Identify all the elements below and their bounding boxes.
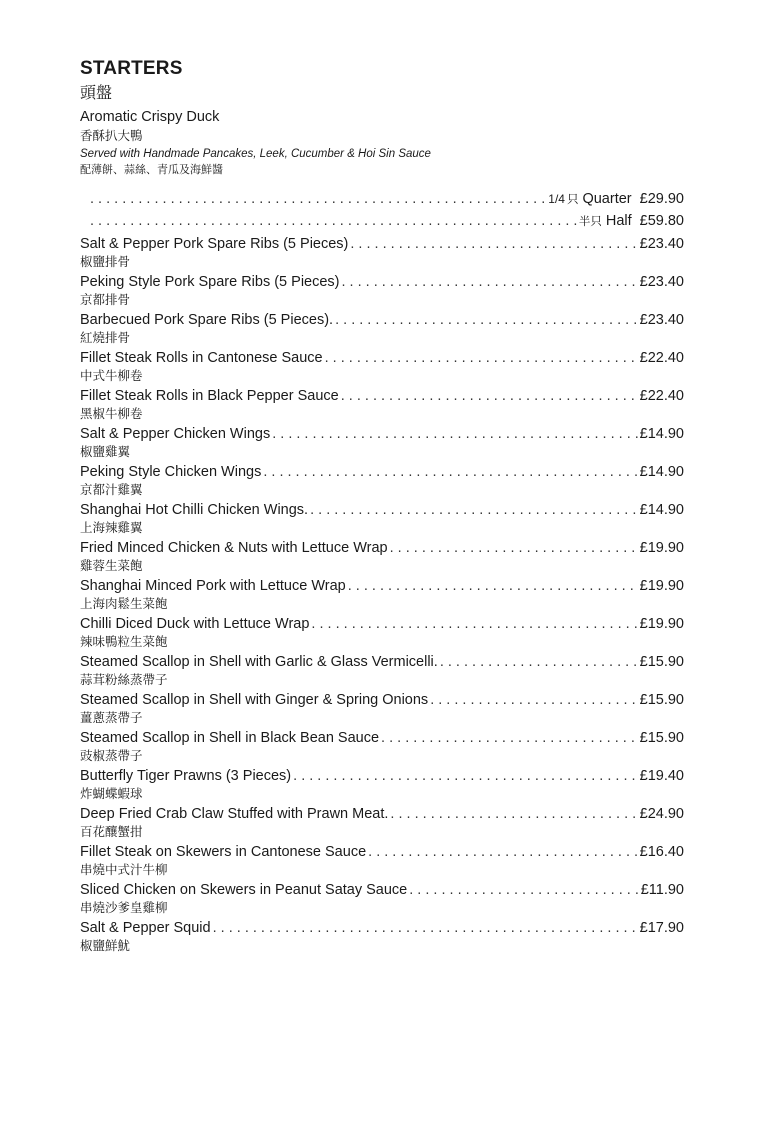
leader-dots <box>350 234 637 254</box>
item-price: £22.40 <box>639 388 684 404</box>
item-name: Barbecued Pork Spare Ribs (5 Pieces). <box>80 312 334 328</box>
portion-label: Half <box>605 213 632 229</box>
leader-dots <box>311 614 637 634</box>
item-name-cn: 中式牛柳卷 <box>80 368 143 383</box>
item-name-cn: 黑椒牛柳卷 <box>80 406 143 421</box>
portion-cn: 只 <box>566 192 579 206</box>
duck-portions <box>80 188 684 232</box>
item-name: Steamed Scallop in Shell with Garlic & Glass Vermicelli. <box>80 654 438 670</box>
item-price: £19.40 <box>639 768 684 784</box>
duck-portion-half <box>88 210 684 232</box>
menu-item <box>80 272 684 308</box>
item-price: £17.90 <box>639 920 684 936</box>
item-price: £14.90 <box>639 426 684 442</box>
item-name: Peking Style Pork Spare Ribs (5 Pieces) <box>80 274 340 290</box>
menu-item <box>80 386 684 422</box>
menu-item <box>80 576 684 612</box>
item-price: £19.90 <box>639 578 684 594</box>
item-price: £15.90 <box>639 692 684 708</box>
portion-price: £29.90 <box>639 191 684 207</box>
menu-item <box>80 424 684 460</box>
leader-dots <box>348 576 638 596</box>
menu-item <box>80 766 684 802</box>
portion-cn: 半只 <box>578 214 602 228</box>
item-price: £19.90 <box>639 616 684 632</box>
item-name: Fillet Steak Rolls in Cantonese Sauce <box>80 350 323 366</box>
menu-item <box>80 918 684 954</box>
menu-item <box>80 462 684 498</box>
item-price: £19.90 <box>639 540 684 556</box>
item-name: Shanghai Minced Pork with Lettuce Wrap <box>80 578 346 594</box>
menu-item <box>80 880 684 916</box>
duck-description: Served with Handmade Pancakes, Leek, Cucumber & Hoi Sin Sauce <box>80 148 431 160</box>
item-name-cn: 串燒沙爹皇雞柳 <box>80 900 168 915</box>
item-name: Sliced Chicken on Skewers in Peanut Satay Sauce <box>80 882 408 898</box>
item-name: Fillet Steak Rolls in Black Pepper Sauce <box>80 388 339 404</box>
leader-dots <box>341 386 638 406</box>
duck-name: Aromatic Crispy Duck <box>80 109 220 125</box>
item-name-cn: 炸蝴蝶蝦球 <box>80 786 143 801</box>
leader-dots <box>335 310 638 330</box>
leader-dots <box>409 880 638 900</box>
item-price: £14.90 <box>639 464 684 480</box>
item-name: Deep Fried Crab Claw Stuffed with Prawn Meat. <box>80 806 389 822</box>
menu-item <box>80 690 684 726</box>
leader-dots <box>440 652 638 672</box>
item-name-cn: 蒜茸粉絲蒸帶子 <box>80 672 168 687</box>
leader-dots <box>310 500 638 520</box>
leader-dots <box>381 728 638 748</box>
item-name: Steamed Scallop in Shell with Ginger & Spring Onions <box>80 692 429 708</box>
item-name-cn: 上海辣雞翼 <box>80 520 143 535</box>
portion-fraction: 1/4 <box>548 192 565 206</box>
item-price: £15.90 <box>639 730 684 746</box>
menu-item <box>80 842 684 878</box>
item-name-cn: 百花釀蟹拑 <box>80 824 143 839</box>
item-name-cn: 京都排骨 <box>80 292 131 307</box>
item-name: Salt & Pepper Squid <box>80 920 211 936</box>
menu-item <box>80 310 684 346</box>
duck-description-cn: 配薄餅、蒜絲、青瓜及海鮮醬 <box>80 163 223 176</box>
leader-dots <box>368 842 638 862</box>
leader-dots <box>390 804 637 824</box>
item-name: Fried Minced Chicken & Nuts with Lettuce Wrap <box>80 540 388 556</box>
menu-items-list <box>80 234 684 954</box>
portion-label: Quarter <box>582 191 632 207</box>
item-name-cn: 串燒中式汁牛柳 <box>80 862 168 877</box>
section-subtitle-cn: 頭盤 <box>80 83 113 102</box>
item-price: £23.40 <box>639 274 684 290</box>
leader-dots <box>430 690 637 710</box>
menu-item <box>80 500 684 536</box>
item-price: £16.40 <box>639 844 684 860</box>
item-price: £11.90 <box>640 882 684 898</box>
item-name-cn: 椒鹽鮮魷 <box>80 938 131 953</box>
menu-page <box>80 57 684 954</box>
duck-item <box>80 108 684 232</box>
menu-item <box>80 538 684 574</box>
item-name-cn: 椒鹽排骨 <box>80 254 131 269</box>
menu-item <box>80 234 684 270</box>
item-name: Salt & Pepper Pork Spare Ribs (5 Pieces) <box>80 236 349 252</box>
item-name: Steamed Scallop in Shell in Black Bean Sauce <box>80 730 380 746</box>
item-name: Peking Style Chicken Wings <box>80 464 262 480</box>
leader-dots <box>90 188 546 210</box>
leader-dots <box>342 272 638 292</box>
menu-item <box>80 652 684 688</box>
item-price: £14.90 <box>639 502 684 518</box>
item-price: £23.40 <box>639 312 684 328</box>
menu-item <box>80 348 684 384</box>
leader-dots <box>390 538 638 558</box>
duck-name-cn: 香酥扒大鴨 <box>80 128 143 143</box>
leader-dots <box>325 348 638 368</box>
item-name-cn: 上海肉鬆生菜飽 <box>80 596 168 611</box>
item-name: Butterfly Tiger Prawns (3 Pieces) <box>80 768 292 784</box>
item-price: £22.40 <box>639 350 684 366</box>
item-name-cn: 紅燒排骨 <box>80 330 131 345</box>
item-name-cn: 雞蓉生菜飽 <box>80 558 143 573</box>
leader-dots <box>90 210 577 232</box>
item-name-cn: 辣味鴨粒生菜飽 <box>80 634 168 649</box>
item-name-cn: 薑蔥蒸帶子 <box>80 710 143 725</box>
item-name: Fillet Steak on Skewers in Cantonese Sauce <box>80 844 367 860</box>
item-name: Salt & Pepper Chicken Wings <box>80 426 271 442</box>
portion-price: £59.80 <box>639 213 684 229</box>
item-name-cn: 豉椒蒸帶子 <box>80 748 143 763</box>
section-title: STARTERS <box>80 58 183 79</box>
leader-dots <box>263 462 637 482</box>
menu-item <box>80 804 684 840</box>
item-price: £24.90 <box>639 806 684 822</box>
menu-item <box>80 614 684 650</box>
item-name: Chilli Diced Duck with Lettuce Wrap <box>80 616 310 632</box>
item-name-cn: 京都汁雞翼 <box>80 482 143 497</box>
leader-dots <box>272 424 637 444</box>
item-price: £23.40 <box>639 236 684 252</box>
leader-dots <box>293 766 638 786</box>
menu-item <box>80 728 684 764</box>
item-name-cn: 椒鹽雞翼 <box>80 444 131 459</box>
item-name: Shanghai Hot Chilli Chicken Wings. <box>80 502 309 518</box>
item-price: £15.90 <box>639 654 684 670</box>
duck-portion-quarter <box>88 188 684 210</box>
leader-dots <box>213 918 638 938</box>
